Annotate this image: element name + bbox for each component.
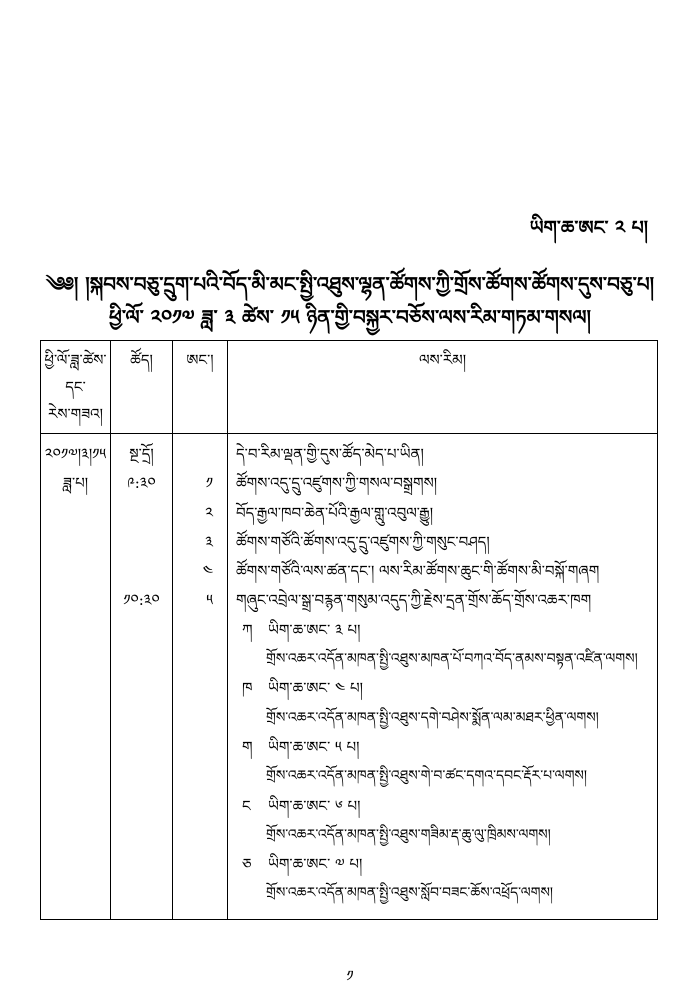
- time-value-blank: [111, 499, 172, 528]
- subitem-label: ཡིག་ཆ་ཨང་ ༦ པ།: [268, 796, 361, 815]
- subitem-label: ཡིག་ཆ་ཨང་ ༣ པ།: [268, 620, 361, 639]
- agenda-subitem: [228, 850, 657, 879]
- date-cell: [41, 434, 111, 920]
- time-value-blank: [111, 528, 172, 557]
- agenda-body-row: [41, 434, 658, 920]
- agenda-subitem-description: གྲོས་འཆར་འདོན་མཁན་སྤྱི་འཐུས་གེ་བ་ཚང་དགའ་དབང་རྡོར་པ་ལགས།: [266, 768, 587, 785]
- agenda-subitem-description: གྲོས་འཆར་འདོན་མཁན་སྤྱི་འཐུས་དགེ་བཤེས་སྨོན་ལམ་མཐར་ཕྱིན་ལགས།: [266, 709, 599, 726]
- time-cell: [111, 434, 173, 920]
- subitem-letter: ཅ: [242, 855, 252, 874]
- document-subtitle: ཕྱི་ལོ་ ༢༠༡༧ ཟླ་ ༣ ཚེས་ ༡༥ ཉིན་གྱི་བསྐྱར་བཅོས་ལས་རིམ་གཏམ་གསལ།: [109, 305, 591, 329]
- agenda-subitem-description: གྲོས་འཆར་འདོན་མཁན་སྤྱི་འཐུས་གཟིམ་རྡ་ཆུ་ལུ་ཁྲིམས་ལགས།: [266, 826, 551, 843]
- agenda-subitem-description: གྲོས་འཆར་འདོན་མཁན་སྤྱི་འཐུས་སློབ་བཟང་ཆོས་འཕྲོད་ལགས།: [266, 885, 553, 902]
- subitem-letter: ང: [242, 796, 251, 815]
- header-date-line: རེས་གཟའ།: [48, 405, 103, 423]
- subitem-label: ཡིག་ཆ་ཨང་ ༧ པ།: [268, 855, 363, 874]
- weekday-value: ཟླ་པ།: [62, 474, 89, 493]
- agenda-subitem-description: གྲོས་འཆར་འདོན་མཁན་སྤྱི་འཐུས་མཁན་པོ་བཀའ་བོད་ནམས་བསྟན་འཛིན་ལགས།: [266, 651, 638, 668]
- agenda-item: གཞུང་འབྲེལ་སྒྲ་བརྙན་གསུམ་འདུད་ཀྱི་རྗེས་དྲན་གྲོས་ཆོད་གྲོས་འཆར་ཁག: [236, 591, 592, 610]
- item-number-blank: [173, 440, 227, 469]
- subitem-letter: ཀ: [242, 620, 253, 639]
- agenda-item: ཚོགས་འདུ་དྲུ་འཛུགས་ཀྱི་གསལ་བསྒྲགས།: [236, 474, 438, 493]
- number-cell: [173, 434, 228, 920]
- document-title: ༄༅། །སྐབས་བཅུ་དྲུག་པའི་བོད་མི་མང་སྤྱི་འཐུས་ལྷན་ཚོགས་ཀྱི་གྲོས་ཚོགས་ཚོགས་དུས་བཅུ་པ།: [45, 272, 655, 296]
- agenda-item: བོད་རྒྱལ་ཁབ་ཆེན་པོའི་རྒྱལ་གླུ་འབུལ་རྒྱུ།: [236, 503, 434, 522]
- header-date-line: ཕྱི་ལོ་ཟླ་ཚེས་: [44, 351, 107, 369]
- subitem-label: ཡིག་ཆ་ཨང་ ༤ པ།: [268, 679, 364, 698]
- agenda-table: [40, 340, 658, 920]
- agenda-item: ཚོགས་གཙོའི་ཚོགས་འདུ་དྲུ་འཛུགས་ཀྱི་གསུང་བཤད།: [236, 532, 490, 551]
- agenda-header-row: [41, 341, 658, 434]
- header-date: [41, 341, 111, 434]
- date-value: ༢༠༡༧།༣།༡༥: [44, 445, 107, 463]
- time-value-blank: [111, 557, 172, 586]
- header-agenda: ལས་རིམ།: [228, 341, 658, 434]
- agenda-item: ཚོགས་གཙོའི་ལས་ཚན་དང་། ལས་རིམ་ཚོགས་ཆུང་གི་ཚོགས་མི་བསྐོ་གཞག: [236, 562, 600, 581]
- header-date-line: དང་: [65, 378, 86, 396]
- header-time: ཚོད།: [111, 341, 173, 434]
- page-number: ༡: [346, 967, 354, 985]
- item-number: ༡: [205, 474, 213, 493]
- subitem-letter: ག: [242, 737, 253, 756]
- item-number: ༤: [202, 562, 213, 581]
- header-number: ཨང་།: [173, 341, 228, 434]
- subitem-label: ཡིག་ཆ་ཨང་ ༥ པ།: [268, 737, 360, 756]
- agenda-subitem: [228, 733, 657, 762]
- time-value: སྔ་དྲོ།: [129, 445, 154, 463]
- time-value: ༩:༣༠: [127, 474, 156, 493]
- agenda-item: དེ་བ་རིམ་ལྡན་གྱི་དུས་ཚོད་མེད་པ་ཡིན།: [236, 445, 424, 463]
- item-number: ༥: [206, 591, 213, 610]
- time-value: ༡༠:༣༠: [123, 591, 160, 610]
- agenda-subitem: [228, 616, 657, 645]
- subitem-letter: ཁ: [242, 679, 253, 698]
- document-number: ཡིག་ཆ་ཨང་ ༢ པ།: [529, 217, 648, 239]
- item-number: ༣: [205, 532, 213, 551]
- agenda-cell: [228, 434, 658, 920]
- agenda-subitem: [228, 674, 657, 703]
- agenda-subitem: [228, 792, 657, 821]
- item-number: ༢: [205, 503, 213, 522]
